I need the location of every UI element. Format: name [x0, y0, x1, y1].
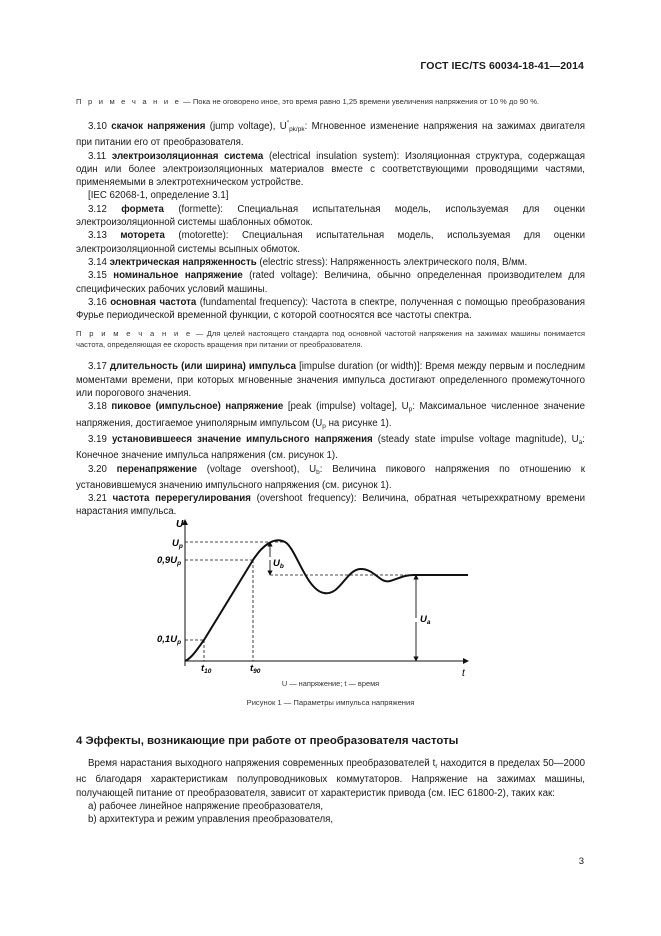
list-item-b: b) архитектура и режим управления преобразователя, — [88, 814, 334, 826]
axis-u-label: U — [176, 519, 184, 530]
definition-0: 3.10 скачок напряжения (jump voltage), $U''_{pk/pk}$: Мгновенное изменение напряжения на зажимах двигателя при питании его от преобразователя. — [76, 120, 585, 149]
definition-b-0: 3.17 длительность (или ширина) импульса [impulse duration (or width)]: Время между первым и последним моментами времени, при которых мгновенные значения импульса достигают определенного промежуточного или порогового значения. — [76, 361, 585, 400]
09up-label: $0,9U_p$ — [157, 555, 182, 567]
section-body — [76, 757, 585, 826]
t90-label: $t_{90}$ — [250, 663, 261, 675]
impulse-waveform — [185, 540, 468, 661]
note-2-text: — Для целей настоящего стандарта под основной частотой напряжения на зажимах машины понимается частота, определяющая ее скорость вращения при питании от преобразователя. — [76, 329, 586, 350]
definition-7: 3.16 основная частота (fundamental frequency): Частота в спектре, полученная с помощью преобразования Фурье периодической временной функции, с которой соотносятся все частоты спектра. — [76, 296, 585, 322]
impulse-figure — [157, 518, 474, 688]
definition-6: 3.15 номинальное напряжение (rated voltage): Величина, обычно определенная производителем для специфических рабочих условий машины. — [76, 270, 585, 295]
note-2-label: П р и м е ч а н и е — [76, 329, 193, 339]
figure-legend: U — напряжение; t — время — [281, 679, 380, 688]
definition-list-2 — [76, 360, 585, 518]
definition-2: [IEC 62068-1, определение 3.1] — [88, 190, 229, 202]
ub-label: $U_b$ — [273, 558, 284, 570]
definition-5: 3.14 электрическая напряженность (electric stress): Напряженность электрического поля, В/мм. — [88, 256, 528, 268]
note-2 — [76, 328, 585, 350]
note-1 — [76, 96, 585, 107]
list-item-a: a) рабочее линейное напряжение преобразователя, — [88, 800, 324, 812]
figure-caption: Рисунок 1 — Параметры импульса напряжения — [246, 698, 415, 707]
document-header: ГОСТ IEC/TS 60034-18-41—2014 — [420, 60, 584, 72]
up-label: $U_p$ — [172, 538, 183, 550]
01up-label: $0,1U_p$ — [157, 634, 182, 646]
definition-b-4: 3.21 частота перерегулирования (overshoot frequency): Величина, обратная четырехкратному времени нарастания импульса. — [76, 493, 585, 518]
definition-list-1 — [76, 117, 585, 322]
definition-b-1: 3.18 пиковое (импульсное) напряжение [peak (impulse) voltage], $U_p$: Максимальное численное значение напряжения, достигаемое униполярным импульсом ($U_p$ на рисунке 1). — [76, 401, 585, 430]
definition-b-2: 3.19 установившееся значение импульсного напряжения (steady state impulse voltage magnitude), $U_a$: Конечное значение импульса напряжения (см. рисунок 1). — [76, 433, 585, 462]
definition-4: 3.13 моторета (motorette): Специальная испытательная модель, используемая для оценки электроизоляционной системы всыпных обмоток. — [76, 230, 585, 255]
page-number: 3 — [578, 856, 584, 867]
note-1-label: П р и м е ч а н и е — [76, 97, 181, 106]
definition-3: 3.12 формета (formette): Специальная испытательная модель, используемая для оценки электроизоляционной системы шаблонных обмоток. — [76, 203, 585, 229]
section-title: 4 Эффекты, возникающие при работе от преобразователя частоты — [76, 735, 459, 747]
definitions-block — [76, 96, 585, 519]
definition-b-3: 3.20 перенапряжение (voltage overshoot), $U_b$: Величина пикового напряжения по отношению к установившемуся значению импульсного напряжения (см. рисунок 1). — [76, 463, 585, 491]
section-paragraph: Время нарастания выходного напряжения современных преобразователей $t_r$ находится в пределах 50—2000 нс благодаря характеристикам полупроводниковых коммутаторов. Напряжение на зажимах машины, получающей питание от преобразователя, зависит от характеристик привода (см. IEC 61800-2), таких как: — [76, 758, 585, 799]
note-1-text: — Пока не оговорено иное, это время равно 1,25 времени увеличения напряжения от 10 % до 90 %. — [181, 97, 540, 106]
definition-1: 3.11 электроизоляционная система (electrical insulation system): Изоляционная структура, содержащая один или более электроизоляционных материалов вместе с соответствующими проводящими частями, применяемыми в электротехническом устройстве. — [76, 150, 585, 189]
axis-t-label: t — [462, 668, 465, 679]
t10-label: $t_{10}$ — [201, 663, 212, 675]
ua-label: $U_a$ — [420, 614, 431, 626]
